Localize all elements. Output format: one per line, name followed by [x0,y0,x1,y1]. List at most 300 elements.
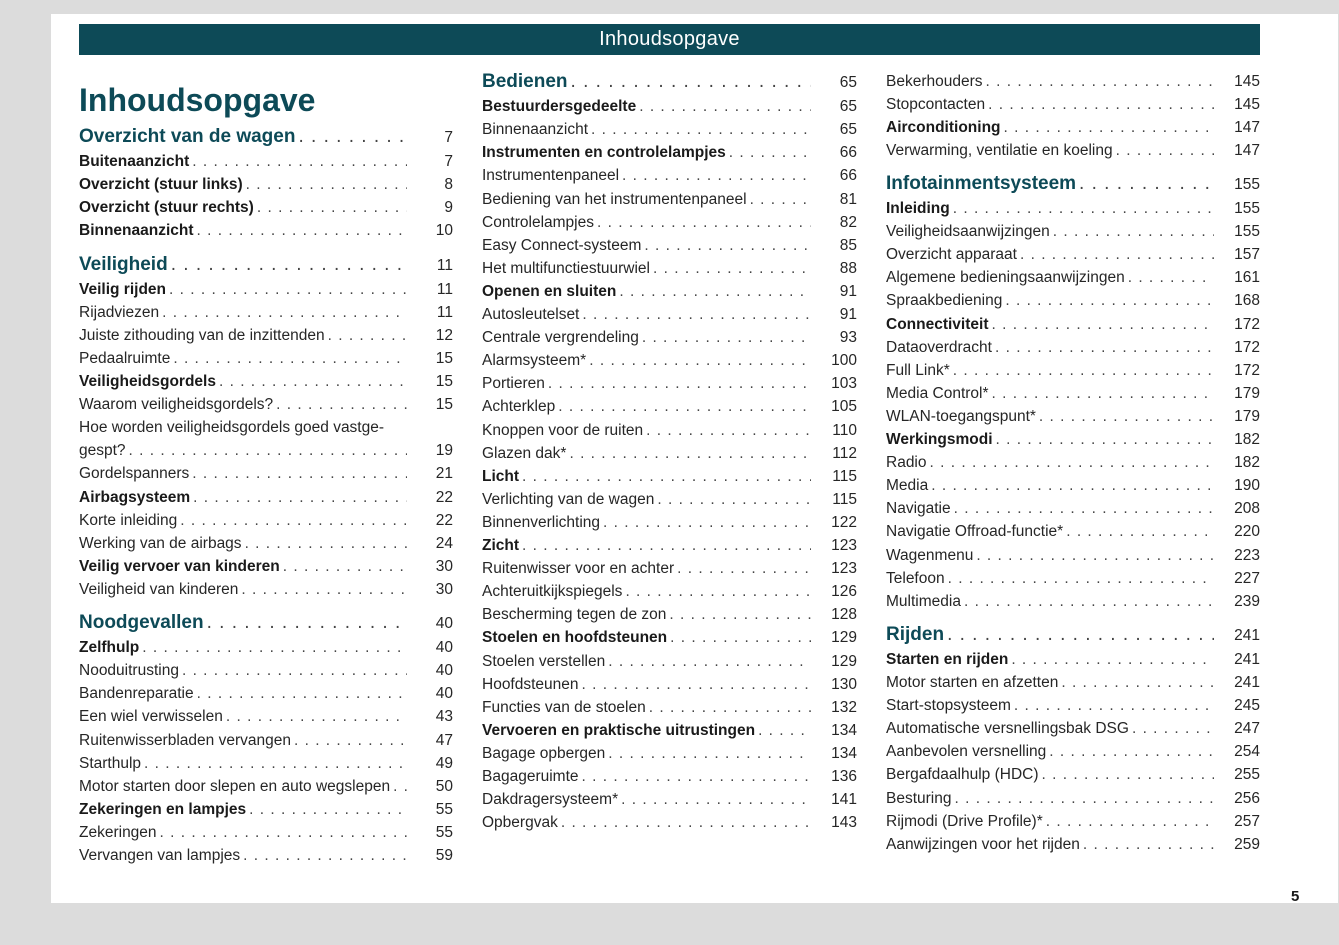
toc-entry-label: Overzicht (stuur rechts) [79,199,254,217]
toc-entry[interactable] [482,167,857,185]
toc-page-number: 110 [832,421,857,439]
toc-page-number: 134 [831,721,857,739]
toc-entry-label: Airconditioning [886,118,1001,136]
toc-entry[interactable] [79,126,453,148]
toc-page-number: 143 [831,814,857,832]
toc-leader-dots [171,254,407,276]
toc-entry-label: Alarmsysteem* [482,352,587,370]
toc-entry[interactable] [886,766,1260,784]
toc-entry[interactable] [79,465,453,483]
toc-entry-label: Veiligheid [79,253,168,275]
toc-entry[interactable] [886,500,1260,518]
toc-entry[interactable] [79,778,453,796]
toc-leader-dots [245,535,407,553]
toc-leader-dots [276,396,407,414]
toc-entry-label: Starthulp [79,754,142,772]
toc-entry[interactable] [79,254,453,276]
toc-entry[interactable] [482,422,857,440]
toc-entry-label: Algemene bedieningsaanwijzingen [886,269,1125,287]
toc-entry[interactable] [886,697,1260,715]
toc-leader-dots [976,547,1214,565]
toc-leader-dots [677,560,811,578]
toc-page-number: 208 [1234,500,1260,518]
toc-entry-label: Inleiding [886,200,950,217]
toc-page-number: 123 [831,537,857,554]
toc-page-number: 172 [1234,315,1260,333]
toc-page-number: 134 [831,744,857,762]
toc-leader-dots [197,685,407,703]
toc-leader-dots [621,791,811,809]
toc-entry[interactable] [482,352,857,370]
toc-entry-label: Bescherming tegen de zon [482,606,667,624]
toc-entry-label: Veiligheidsgordels [79,373,216,390]
toc-entry[interactable] [79,847,453,865]
toc-leader-dots [758,722,811,740]
toc-page-number: 112 [832,444,857,462]
toc-page-number: 155 [1234,200,1260,217]
toc-page-number: 141 [831,791,857,809]
toc-leader-dots [657,491,811,509]
toc-entry[interactable] [79,222,453,240]
toc-leader-dots [1083,836,1214,854]
toc-entry-label: Vervoeren en praktische uitrustingen [482,721,756,739]
toc-entry-label: Controlelampjes [482,213,594,231]
toc-entry[interactable] [482,676,857,694]
toc-entry-label: Een wiel verwisselen [79,708,223,726]
toc-entry[interactable] [886,477,1260,495]
toc-entry[interactable] [79,558,453,576]
toc-entry-label: Automatische versnellingsbak DSG [886,720,1129,738]
toc-entry[interactable] [886,624,1260,646]
toc-page-number: 147 [1234,118,1260,136]
toc-entry-label: Binnenaanzicht [482,121,588,139]
toc-leader-dots [249,801,407,819]
toc-leader-dots [622,167,811,185]
toc-page-number: 227 [1234,569,1260,587]
toc-page-number: 155 [1234,175,1260,193]
toc-entry[interactable] [482,398,857,416]
toc-leader-dots [669,606,811,624]
toc-leader-dots [192,153,407,171]
toc-page-number: 22 [435,511,453,529]
toc-leader-dots [608,653,811,671]
toc-page-number: 161 [1234,269,1260,287]
toc-entry[interactable] [482,491,857,509]
toc-leader-dots [561,814,811,832]
toc-page-number: 59 [435,847,453,864]
toc-page-number: 22 [435,488,453,506]
toc-page-number: 122 [831,513,857,531]
toc-entry-label: Telefoon [886,569,945,587]
toc-entry[interactable] [79,304,453,322]
toc-entry[interactable] [482,606,857,624]
toc-entry[interactable] [79,732,453,750]
toc-entry[interactable] [886,200,1260,218]
toc-entry-label: Werkingsmodi [886,431,993,448]
toc-entry-label: Easy Connect-systeem [482,236,642,254]
toc-entry[interactable] [482,283,857,301]
toc-leader-dots [1005,292,1214,310]
toc-leader-dots [569,445,811,463]
toc-leader-dots [953,362,1214,380]
toc-page-number: 40 [435,662,453,680]
toc-entry[interactable] [79,176,453,194]
toc-entry-label: Verwarming, ventilatie en koeling [886,141,1113,159]
toc-entry[interactable] [79,824,453,842]
toc-entry[interactable] [886,431,1260,449]
toc-page-number: 91 [839,282,857,300]
toc-entry-label: Veiligheidsaanwijzingen [886,223,1050,241]
toc-page-number: 241 [1234,674,1260,691]
toc-leader-dots [1014,697,1214,715]
toc-leader-dots [988,96,1214,114]
toc-entry[interactable] [886,269,1260,287]
toc-entry[interactable] [79,153,453,171]
toc-page-number: 103 [831,375,857,393]
toc-entry-label: Het multifunctiestuurwiel [482,259,650,277]
toc-entry-label: Veiligheid van kinderen [79,580,239,598]
toc-leader-dots [558,398,811,416]
toc-entry[interactable] [482,260,857,278]
toc-entry[interactable] [886,593,1260,611]
toc-entry[interactable] [482,722,857,740]
toc-entry[interactable] [482,537,857,555]
toc-entry[interactable] [482,214,857,232]
toc-leader-dots [1039,408,1214,426]
toc-entry-label: Functies van de stoelen [482,698,646,716]
toc-page-number: 145 [1234,72,1260,90]
toc-entry-label: Korte inleiding [79,511,178,529]
toc-page-number: 7 [444,129,453,146]
toc-entry[interactable] [886,96,1260,114]
toc-entry[interactable] [79,199,453,217]
toc-page-number: 257 [1234,812,1260,830]
toc-entry-label: Hoofdsteunen [482,675,579,693]
toc-entry[interactable] [79,801,453,819]
toc-page-number: 168 [1234,292,1260,310]
toc-leader-dots [582,768,811,786]
toc-leader-dots [597,214,811,232]
toc-page-number: 241 [1234,626,1260,644]
toc-entry[interactable] [886,173,1260,195]
toc-entry-label: Overzicht (stuur links) [79,176,243,194]
toc-page-number: 88 [839,259,857,277]
toc-leader-dots [192,465,407,483]
toc-page-number: 126 [831,583,857,601]
toc-leader-dots [1042,766,1215,784]
toc-entry-label: Ruitenwisser voor en achter [482,560,675,578]
toc-entry[interactable] [482,514,857,532]
toc-entry-label: Start-stopsysteem [886,697,1011,715]
toc-leader-dots [522,537,811,555]
toc-page-number: 115 [832,467,857,485]
toc-entry-label: Instrumentenpaneel [482,167,620,185]
toc-entry-label: Binnenaanzicht [79,222,194,240]
toc-page-number: 43 [435,708,453,726]
toc-leader-dots [930,454,1215,472]
toc-entry[interactable] [482,191,857,209]
toc-entry[interactable] [482,468,857,486]
toc-page-number: 11 [436,280,453,298]
toc-entry[interactable] [482,560,857,578]
toc-entry[interactable] [886,316,1260,334]
toc-entry[interactable] [886,246,1260,264]
toc-leader-dots [197,222,407,240]
toc-page-number: 24 [435,534,453,552]
toc-entry[interactable] [79,350,453,368]
toc-entry[interactable] [482,71,857,93]
toc-page-number: 155 [1234,223,1260,241]
toc-entry[interactable] [79,442,453,460]
toc-leader-dots [162,304,407,322]
toc-entry[interactable] [886,454,1260,472]
toc-entry-label: Waarom veiligheidsgordels? [79,396,274,414]
toc-leader-dots [226,708,407,726]
toc-leader-dots [608,745,811,763]
toc-entry[interactable] [79,581,453,599]
toc-entry[interactable] [482,375,857,393]
toc-entry[interactable] [886,119,1260,137]
toc-entry[interactable] [482,445,857,463]
toc-page-number: 190 [1234,477,1260,495]
toc-leader-dots [129,442,407,460]
toc-entry[interactable] [482,306,857,324]
toc-entry-label: Rijmodi (Drive Profile)* [886,812,1043,830]
toc-entry[interactable] [886,408,1260,426]
toc-leader-dots [1053,223,1214,241]
toc-entry[interactable] [886,836,1260,854]
toc-leader-dots [603,514,811,532]
toc-leader-dots [243,847,407,865]
toc-leader-dots [1116,142,1214,160]
toc-entry[interactable] [886,523,1260,541]
toc-entry-label: Zekeringen [79,823,157,841]
toc-entry[interactable] [79,612,453,634]
toc-leader-dots [257,199,407,217]
toc-entry[interactable] [79,708,453,726]
toc-entry-label: WLAN-toegangspunt* [886,407,1036,425]
toc-entry-label: Full Link* [886,361,950,379]
toc-entry-label: Achteruitkijkspiegels [482,583,623,601]
toc-entry-label: Zekeringen en lampjes [79,800,247,818]
toc-entry-label: Navigatie Offroad-functie* [886,523,1064,541]
toc-entry[interactable] [79,489,453,507]
toc-entry[interactable] [886,651,1260,669]
toc-entry-label: Autosleutelset [482,306,580,323]
toc-page-number: 255 [1234,766,1260,784]
toc-leader-dots [207,612,407,634]
toc-page-number: 93 [839,329,857,347]
toc-leader-dots [144,755,407,773]
toc-entry[interactable] [886,674,1260,692]
toc-entry-label: Glazen dak* [482,444,567,462]
toc-page-number: 172 [1234,338,1260,356]
toc-entry-label: Ruitenwisserbladen vervangen [79,731,291,749]
toc-leader-dots [1079,173,1214,195]
toc-page-number: 123 [831,560,857,578]
toc-entry[interactable] [482,629,857,647]
toc-leader-dots [642,329,811,347]
toc-entry-label: Rijden [886,623,945,645]
toc-entry[interactable] [482,329,857,347]
toc-page-number: 132 [831,698,857,716]
toc-entry[interactable] [79,512,453,530]
toc-leader-dots [995,339,1214,357]
toc-page-number: 223 [1234,546,1260,564]
toc-leader-dots [649,699,811,717]
toc-entry-label: Rijadviezen [79,303,160,321]
toc-entry[interactable] [886,223,1260,241]
toc-entry-label: Zelfhulp [79,639,140,657]
toc-leader-dots [294,732,407,750]
toc-page-number: 10 [435,222,453,240]
toc-entry-label: Aanbevolen versnelling [886,743,1047,761]
toc-page-number: 115 [832,490,857,508]
toc-leader-dots [625,583,811,601]
toc-column-2 [482,0,857,945]
toc-leader-dots [1011,651,1214,669]
toc-leader-dots [522,468,811,486]
toc-page-number: 49 [435,754,453,772]
toc-page-number: 220 [1234,523,1260,541]
toc-entry-label: Wagenmenu [886,546,974,564]
toc-entry-label: Pedaalruimte [79,349,171,367]
toc-leader-dots [986,73,1214,91]
toc-entry[interactable] [482,121,857,139]
toc-leader-dots [548,375,811,393]
toc-entry[interactable] [886,385,1260,403]
toc-page-number: 30 [435,580,453,598]
toc-page-number: 40 [435,639,453,657]
toc-page-number: 40 [435,615,453,632]
toc-entry[interactable] [482,144,857,162]
toc-entry-label: Instrumenten en controlelampjes [482,144,726,162]
toc-leader-dots [591,121,811,139]
toc-entry[interactable] [482,745,857,763]
toc-entry[interactable] [886,292,1260,310]
toc-entry[interactable] [79,755,453,773]
toc-page-number: 30 [435,557,453,575]
toc-entry[interactable] [79,535,453,553]
toc-entry[interactable] [886,743,1260,761]
toc-page-number: 259 [1234,835,1260,853]
toc-entry[interactable] [886,790,1260,808]
toc-entry[interactable] [79,662,453,680]
toc-page-number: 15 [435,373,453,390]
toc-entry-label: Vervangen van lampjes [79,847,241,864]
toc-leader-dots [644,237,811,255]
toc-leader-dots [283,558,407,576]
toc-entry-label: Aanwijzingen voor het rijden [886,835,1080,853]
toc-entry-label: Opbergvak [482,814,558,832]
toc-entry-label: Bagageruimte [482,768,579,785]
toc-entry[interactable] [482,768,857,786]
toc-entry[interactable] [886,73,1260,91]
toc-entry[interactable] [482,98,857,116]
toc-leader-dots [653,260,811,278]
toc-entry[interactable] [79,373,453,391]
toc-entry[interactable] [482,653,857,671]
toc-entry[interactable] [79,281,453,299]
toc-entry[interactable] [482,699,857,717]
toc-page-number: 19 [435,442,453,460]
toc-entry[interactable] [482,237,857,255]
toc-page-number: 239 [1234,592,1260,610]
toc-leader-dots [619,283,811,301]
toc-entry[interactable] [482,791,857,809]
toc-leader-dots [639,98,811,116]
toc-entry[interactable] [886,547,1260,565]
toc-page-number: 81 [839,190,857,208]
toc-entry-label: Starten en rijden [886,650,1009,668]
toc-page-number: 105 [831,398,857,416]
toc-entry[interactable] [79,396,453,414]
toc-entry[interactable] [79,639,453,657]
toc-entry-label: Werking van de airbags [79,534,242,552]
toc-entry-label: Bergafdaalhulp (HDC) [886,766,1039,784]
toc-leader-dots [241,581,407,599]
toc-entry-label: Bekerhouders [886,72,983,90]
toc-page-number: 12 [435,326,453,344]
toc-leader-dots [991,316,1214,334]
toc-entry-label: Zicht [482,537,520,554]
toc-entry-label: Knoppen voor de ruiten [482,421,644,439]
toc-entry[interactable] [482,583,857,601]
toc-entry-label: Veilig rijden [79,280,166,298]
toc-entry-label: Overzicht apparaat [886,246,1017,264]
toc-entry-label: Bestuurdersgedeelte [482,98,637,116]
toc-entry-label: Gordelspanners [79,465,190,483]
toc-entry[interactable] [886,339,1260,357]
toc-leader-dots [589,352,811,370]
toc-page-number: 65 [839,98,857,116]
toc-leader-dots [1132,720,1214,738]
toc-leader-dots [670,629,811,647]
toc-entry[interactable] [886,362,1260,380]
toc-entry-label-continued: gespt? [79,442,126,460]
toc-leader-dots [298,126,407,148]
toc-leader-dots [160,824,407,842]
toc-page-number: 11 [436,303,453,321]
toc-entry[interactable] [79,327,453,345]
toc-leader-dots [246,176,407,194]
toc-entry-label: Besturing [886,789,952,807]
toc-entry[interactable] [886,720,1260,738]
toc-page-number: 50 [435,777,453,795]
toc-entry-label: Spraakbediening [886,292,1003,310]
toc-page-number: 247 [1234,720,1260,738]
toc-page-number: 85 [839,236,857,254]
toc-leader-dots [328,327,407,345]
toc-page-number: 254 [1234,743,1260,761]
toc-page-number: 91 [839,306,857,323]
toc-entry[interactable] [886,570,1260,588]
toc-entry-label: Stopcontacten [886,95,986,113]
toc-entry-label: Airbagsysteem [79,488,191,506]
toc-leader-dots [1061,674,1214,692]
toc-leader-dots [1020,246,1214,264]
toc-entry[interactable] [482,814,857,832]
toc-entry[interactable] [886,813,1260,831]
toc-column-3 [886,0,1260,945]
toc-page-number: 82 [839,213,857,231]
toc-leader-dots [571,71,811,93]
toc-entry-label: Achterklep [482,398,556,416]
toc-entry[interactable] [79,685,453,703]
toc-leader-dots [169,281,407,299]
toc-entry[interactable] [886,142,1260,160]
toc-entry-label: Connectiviteit [886,315,989,333]
